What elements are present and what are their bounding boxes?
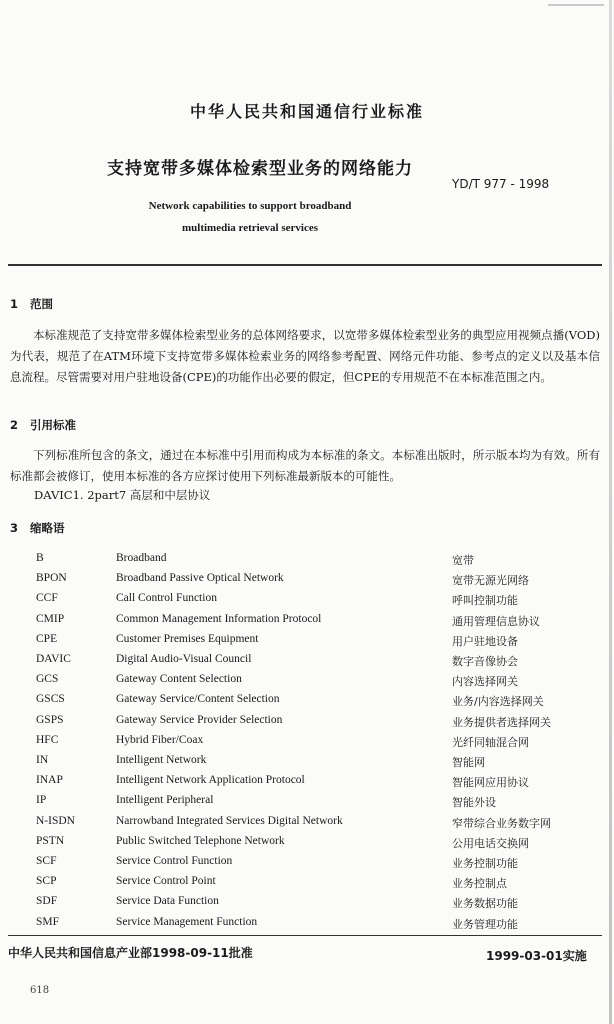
abbreviation-row [0, 916, 614, 936]
section-number: 2 [10, 418, 19, 432]
abbreviation-chinese: 业务数据功能 [452, 897, 518, 911]
abbreviation-chinese: 通用管理信息协议 [452, 614, 540, 628]
abbreviation-row [0, 552, 614, 572]
abbreviation-term: SCF [36, 855, 57, 867]
section-1-body [10, 325, 600, 388]
section-3-heading [10, 520, 65, 536]
abbreviation-english: Gateway Service Provider Selection [116, 713, 283, 726]
abbreviation-english: Common Management Information Protocol [116, 612, 322, 625]
abbreviation-row [0, 633, 614, 653]
abbreviation-term: SDF [36, 895, 58, 908]
abbreviation-chinese: 内容选择网关 [452, 675, 518, 689]
abbreviation-chinese: 业务管理功能 [452, 917, 518, 931]
abbreviation-row [0, 855, 614, 875]
abbreviation-term: GSCS [36, 693, 65, 706]
abbreviation-row [0, 714, 614, 734]
standard-body-heading: 中华人民共和国通信行业标准 [189, 102, 424, 121]
abbreviation-english: Gateway Content Selection [116, 673, 242, 686]
abbreviation-chinese: 智能网应用协议 [452, 776, 529, 790]
abbreviation-term: PSTN [36, 834, 65, 847]
abbreviation-chinese: 呼叫控制功能 [452, 594, 518, 608]
abbreviation-english: Customer Premises Equipment [116, 632, 259, 645]
abbreviation-row [0, 794, 614, 814]
abbreviation-term: DAVIC [36, 653, 71, 665]
abbreviation-term: SMF [36, 915, 60, 928]
implementation-date: 1999-03-01实施 [486, 949, 587, 963]
abbreviation-chinese: 公用电话交换网 [452, 836, 529, 850]
abbreviation-row [0, 774, 614, 794]
abbreviation-english: Intelligent Peripheral [116, 794, 214, 807]
abbreviation-row [0, 613, 614, 633]
abbreviation-row [0, 592, 614, 612]
page-number: 618 [30, 985, 50, 996]
abbreviation-english: Service Management Function [116, 915, 258, 928]
document-title-cn: 支持宽带多媒体检索型业务的网络能力 [107, 159, 413, 179]
abbreviation-english: Hybrid Fiber/Coax [116, 733, 204, 746]
approval-line: 中华人民共和国信息产业部1998-09-11批准 [8, 946, 253, 960]
abbreviation-row [0, 673, 614, 693]
abbreviation-chinese: 光纤同轴混合网 [452, 735, 529, 749]
abbreviation-term: IP [36, 794, 47, 807]
abbreviation-english: Intelligent Network Application Protocol [116, 774, 305, 787]
abbreviation-row [0, 734, 614, 754]
abbreviation-chinese: 业务/内容选择网关 [452, 695, 544, 709]
abbreviation-term: BPON [36, 572, 67, 585]
section-title: 缩略语 [30, 521, 65, 535]
abbreviation-chinese: 宽带无源光网络 [452, 574, 529, 588]
abbreviation-term: HFC [36, 733, 59, 746]
section-2-heading [10, 417, 76, 433]
title-en-line2: multimedia retrieval services [181, 222, 319, 234]
section-title: 引用标准 [30, 418, 77, 432]
abbreviation-english: Service Control Function [116, 855, 233, 867]
section-number: 1 [10, 297, 19, 311]
document-title-en [60, 195, 440, 239]
abbreviation-english: Digital Audio-Visual Council [116, 653, 252, 665]
abbreviation-english: Public Switched Telephone Network [116, 834, 285, 847]
abbreviation-chinese: 智能网 [452, 756, 485, 769]
abbreviation-english: Broadband [116, 552, 167, 564]
abbreviation-term: GCS [36, 673, 59, 686]
abbreviation-english: Call Control Function [116, 592, 217, 605]
title-en-line1: Network capabilities to support broadband [148, 200, 352, 212]
abbreviation-chinese: 业务控制点 [452, 877, 507, 891]
section-number: 3 [10, 521, 19, 535]
abbreviation-chinese: 业务控制功能 [452, 857, 518, 870]
abbreviation-term: B [36, 552, 44, 564]
abbreviation-row [0, 572, 614, 592]
abbreviation-row [0, 835, 614, 855]
abbreviation-term: IN [36, 754, 49, 766]
abbreviation-term: GSPS [36, 713, 64, 726]
abbreviation-chinese: 智能外设 [452, 796, 496, 810]
abbreviation-term: CPE [36, 632, 58, 645]
referenced-standard: DAVIC1. 2part7 高层和中层协议 [34, 488, 211, 502]
abbreviation-english: Service Data Function [116, 895, 219, 908]
scope-paragraph: 本标准规范了支持宽带多媒体检索型业务的总体网络要求，以宽带多媒体检索型业务的典型应用视频点播(VOD)为代表，规范了在ATM环境下支持宽带多媒体检索业务的网络参考配置、网络元件功能、参考点的定义以及基本信息流程。尽管需要对用户驻地设备(CPE)的功能作出必要的假定，但CPE的专用规范不在本标准范围之内。 [10, 328, 600, 384]
abbreviation-english: Broadband Passive Optical Network [116, 572, 284, 585]
footer-rule [8, 935, 602, 936]
header-rule [8, 264, 602, 266]
abbreviation-chinese: 数字音像协会 [452, 655, 518, 668]
abbreviation-row [0, 693, 614, 713]
abbreviation-english: Intelligent Network [116, 754, 207, 766]
abbreviation-term: SCP [36, 875, 57, 888]
abbreviation-row [0, 653, 614, 673]
abbreviation-chinese: 窄带综合业务数字网 [452, 816, 551, 830]
abbreviation-term: CCF [36, 592, 58, 605]
abbreviation-english: Gateway Service/Content Selection [116, 693, 280, 706]
section-1-heading [10, 296, 53, 312]
abbreviation-row [0, 875, 614, 895]
section-title: 范围 [30, 297, 54, 311]
standard-code: YD/T 977 - 1998 [452, 177, 550, 191]
section-2-body [10, 445, 600, 487]
abbreviation-term: N-ISDN [36, 814, 75, 827]
abbreviation-term: CMIP [36, 612, 65, 625]
abbreviation-row [0, 815, 614, 835]
abbreviation-chinese: 业务提供者选择网关 [452, 715, 551, 729]
abbreviation-row [0, 895, 614, 915]
abbreviation-term: INAP [36, 774, 63, 787]
abbreviation-english: Service Control Point [116, 875, 216, 888]
abbreviation-english: Narrowband Integrated Services Digital Network [116, 814, 343, 827]
abbreviation-row [0, 754, 614, 774]
scan-artifact [548, 4, 604, 6]
abbreviation-chinese: 宽带 [452, 554, 474, 567]
references-paragraph: 下列标准所包含的条文，通过在本标准中引用而构成为本标准的条文。本标准出版时，所示版本均为有效。所有标准都会被修订，使用本标准的各方应探讨使用下列标准最新版本的可能性。 [10, 448, 600, 483]
abbreviation-chinese: 用户驻地设备 [452, 634, 518, 648]
